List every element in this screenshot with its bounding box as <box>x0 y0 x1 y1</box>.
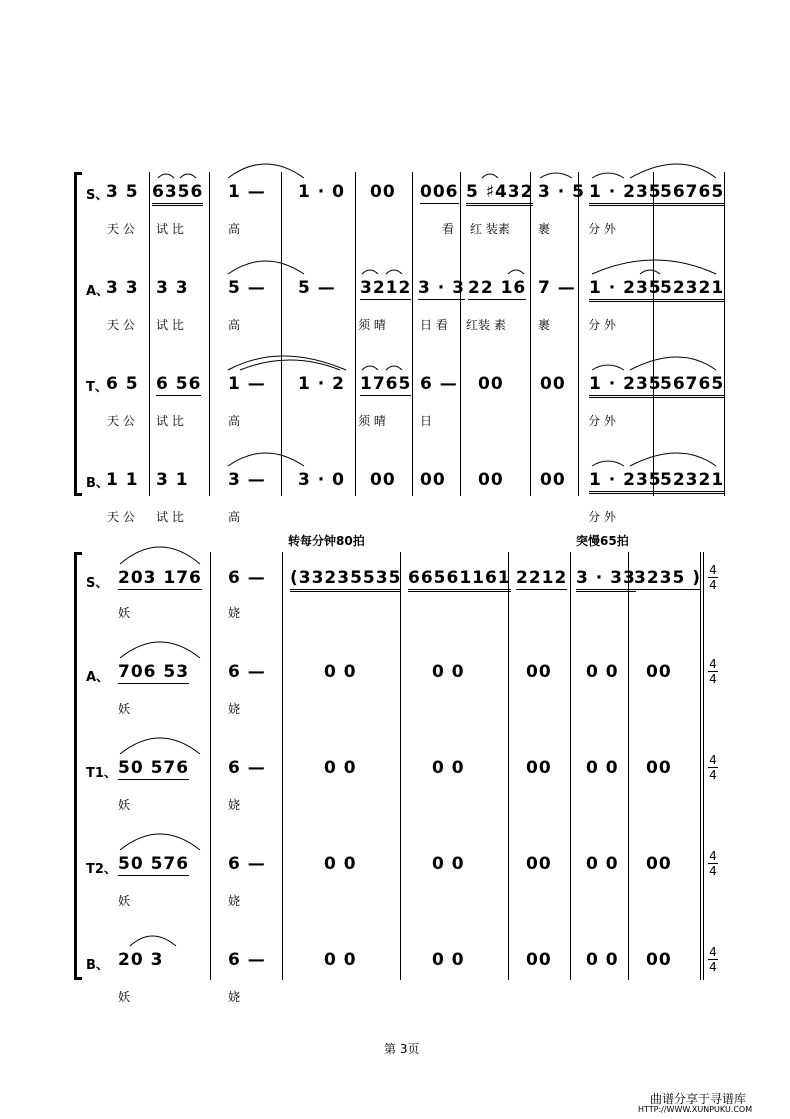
note-cell: 1 · 235 <box>589 182 662 206</box>
tempo-mark: 转每分钟80拍 <box>288 534 365 548</box>
lyric: 高 <box>228 510 241 524</box>
lyric: 妖 <box>118 894 131 908</box>
page-number: 第 3页 <box>384 1042 420 1056</box>
note-cell: 6 — <box>228 758 266 778</box>
lyric: 妖 <box>118 702 131 716</box>
lyric: 娆 <box>228 990 241 1004</box>
note-cell: 00 <box>370 470 396 490</box>
note-cell: 00 <box>540 374 566 394</box>
time-signature: 4 4 <box>709 849 717 878</box>
lyric: 天 公 <box>107 318 135 332</box>
lyric: 试 比 <box>156 318 184 332</box>
note-cell: 3 · 3 <box>418 278 465 298</box>
note-cell: 00 <box>370 182 396 202</box>
lyric: 裹 <box>538 222 551 236</box>
lyric: 试 比 <box>156 222 184 236</box>
lyric: 须 晴 <box>358 414 386 428</box>
lyric: 妖 <box>118 606 131 620</box>
note-cell: 6 — <box>228 568 266 588</box>
note-cell: 7 — <box>538 278 576 298</box>
note-cell: 6 5 <box>106 374 139 394</box>
site-url: HTTP://WWW.XUNPUKU.COM <box>638 1105 753 1114</box>
note-cell: 00 <box>526 854 552 874</box>
note-cell: 6 56 <box>156 374 202 394</box>
lyric: 须 晴 <box>358 318 386 332</box>
note-cell: 00 <box>526 758 552 778</box>
lyric: 妖 <box>118 798 131 812</box>
note-cell: 3 1 <box>156 470 189 490</box>
note-cell: 5 — <box>298 278 336 298</box>
note-cell: 52321 <box>660 278 724 302</box>
note-cell: 0 0 <box>324 758 357 778</box>
note-cell: 0 0 <box>324 662 357 682</box>
part-label: S、 <box>86 188 109 203</box>
note-cell: 1 — <box>228 374 266 394</box>
note-cell: 00 <box>646 662 672 682</box>
lyric: 看 <box>442 222 455 236</box>
note-cell: 3 · 33 <box>576 568 636 592</box>
note-cell: 2212 <box>516 568 568 588</box>
time-signature: 4 4 <box>709 563 717 592</box>
note-cell: 6 — <box>228 950 266 970</box>
note-cell: 0 0 <box>324 950 357 970</box>
note-cell: 6356 <box>152 182 203 206</box>
note-cell: 1 · 235 <box>589 278 662 302</box>
note-cell: 6 — <box>228 662 266 682</box>
note-cell: 50 576 <box>118 758 190 778</box>
time-signature: 4 4 <box>709 945 717 974</box>
note-cell: 1 · 235 <box>589 470 662 494</box>
note-cell: 203 176 <box>118 568 202 588</box>
note-cell: 00 <box>478 470 504 490</box>
note-cell: 3235 ) <box>634 568 702 588</box>
lyric: 娆 <box>228 798 241 812</box>
note-cell: 0 0 <box>432 854 465 874</box>
lyric: 娆 <box>228 702 241 716</box>
note-cell: 22 16 <box>468 278 527 298</box>
lyric: 红 装素 <box>470 222 510 236</box>
note-cell: 1 — <box>228 182 266 202</box>
note-cell: 5 ♯432 <box>466 182 533 206</box>
note-cell: 66561161 <box>408 568 511 592</box>
lyric: 高 <box>228 222 241 236</box>
lyric: 高 <box>228 318 241 332</box>
part-label: S、 <box>86 576 109 591</box>
note-cell: 5 — <box>228 278 266 298</box>
site-name: 曲谱分享于寻谱库 <box>650 1092 747 1106</box>
note-cell: 50 576 <box>118 854 190 874</box>
lyric: 裹 <box>538 318 551 332</box>
part-label: T2、 <box>86 862 117 877</box>
note-cell: 6 — <box>228 854 266 874</box>
lyric: 娆 <box>228 894 241 908</box>
lyric: 娆 <box>228 606 241 620</box>
note-cell: 00 <box>646 950 672 970</box>
note-cell: 1 1 <box>106 470 139 490</box>
note-cell: 56765 <box>660 182 724 206</box>
part-label: T、 <box>86 380 108 395</box>
note-cell: 20 3 <box>118 950 164 970</box>
lyric: 高 <box>228 414 241 428</box>
lyric: 分 外 <box>588 510 616 524</box>
note-cell: 3 3 <box>106 278 139 298</box>
part-label: B、 <box>86 476 109 491</box>
note-cell: 00 <box>646 854 672 874</box>
note-cell: 3 — <box>228 470 266 490</box>
note-cell: 00 <box>526 950 552 970</box>
lyric: 试 比 <box>156 510 184 524</box>
note-cell: 3 3 <box>156 278 189 298</box>
note-cell: 1 · 0 <box>298 182 345 202</box>
note-cell: 00 <box>526 662 552 682</box>
note-cell: 3212 <box>360 278 412 298</box>
note-cell: 0 0 <box>586 854 619 874</box>
part-label: B、 <box>86 958 109 973</box>
lyric: 分 外 <box>588 318 616 332</box>
note-cell: 00 <box>478 374 504 394</box>
note-cell: 1765 <box>360 374 412 394</box>
lyric: 天 公 <box>107 510 135 524</box>
part-label: A、 <box>86 284 110 299</box>
note-cell: 0 0 <box>432 758 465 778</box>
note-cell: 3 · 5 <box>538 182 585 202</box>
note-cell: 00 <box>540 470 566 490</box>
note-cell: 706 53 <box>118 662 190 682</box>
time-signature: 4 4 <box>709 657 717 686</box>
time-signature: 4 4 <box>709 753 717 782</box>
note-cell: 0 0 <box>324 854 357 874</box>
lyric: 天 公 <box>107 222 135 236</box>
part-label: T1、 <box>86 766 117 781</box>
note-cell: 0 0 <box>432 950 465 970</box>
note-cell: 00 <box>420 470 446 490</box>
lyric: 红装 素 <box>466 318 506 332</box>
lyric: 分 外 <box>588 222 616 236</box>
note-cell: 3 5 <box>106 182 139 202</box>
note-cell: 0 0 <box>586 662 619 682</box>
note-cell: 3 · 0 <box>298 470 345 490</box>
lyric: 天 公 <box>107 414 135 428</box>
part-label: A、 <box>86 670 110 685</box>
note-cell: 52321 <box>660 470 724 494</box>
note-cell: 1 · 235 <box>589 374 662 398</box>
lyric: 日 <box>420 414 433 428</box>
note-cell: 0 0 <box>586 950 619 970</box>
note-cell: 0 0 <box>432 662 465 682</box>
lyric: 日 看 <box>420 318 448 332</box>
note-cell: 0 0 <box>586 758 619 778</box>
lyric: 分 外 <box>588 414 616 428</box>
lyric: 试 比 <box>156 414 184 428</box>
lyric: 妖 <box>118 990 131 1004</box>
note-cell: (33235535 <box>290 568 401 592</box>
note-cell: 6 — <box>420 374 458 394</box>
note-cell: 006 <box>420 182 459 202</box>
tempo-mark: 突慢65拍 <box>576 534 629 548</box>
note-cell: 00 <box>646 758 672 778</box>
note-cell: 56765 <box>660 374 724 398</box>
note-cell: 1 · 2 <box>298 374 345 394</box>
